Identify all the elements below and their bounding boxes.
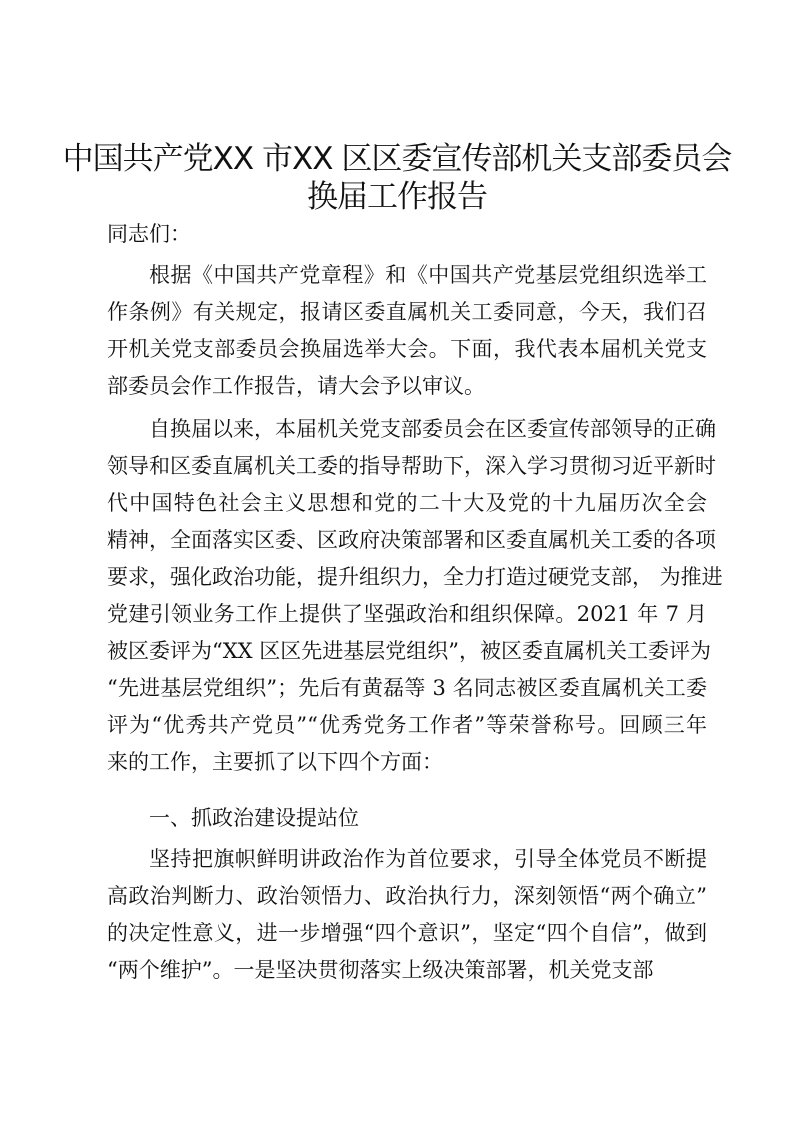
- paragraph-2-line: 被区委评为“XX 区区先进基层党组织”，被区委直属机关工委评为: [107, 639, 712, 663]
- paragraph-3-line: 坚持把旗帜鲜明讲政治作为首位要求，引导全体党员不断提: [149, 847, 707, 871]
- paragraph-1-line: 根据《中国共产党章程》和《中国共产党基层党组织选举工: [149, 263, 707, 287]
- paragraph-2-line: 来的工作，主要抓了以下四个方面：: [107, 750, 443, 774]
- document-title-line-2: 换届工作报告: [307, 179, 487, 215]
- paragraph-1-line: 开机关党支部委员会换届选举大会。下面，我代表本届机关党支: [107, 337, 707, 361]
- paragraph-1-line: 部委员会作工作报告，请大会予以审议。: [107, 374, 485, 398]
- paragraph-2-line: 领导和区委直属机关工委的指导帮助下，深入学习贯彻习近平新时: [107, 454, 716, 478]
- paragraph-3-line: “两个维护”。一是坚决贯彻落实上级决策部署，机关党支部: [107, 958, 654, 982]
- paragraph-2-line: 要求，强化政治功能，提升组织力，全力打造过硬党支部， 为推进: [107, 565, 723, 589]
- greeting: 同志们：: [107, 222, 191, 246]
- paragraph-1-line: 作条例》有关规定，报请区委直属机关工委同意，今天，我们召: [107, 300, 707, 324]
- paragraph-2-line: 自换届以来，本届机关党支部委员会在区委宣传部领导的正确: [149, 417, 716, 441]
- document-title-line-1: 中国共产党XX 市XX 区区委宣传部机关支部委员会: [62, 141, 732, 177]
- paragraph-2-line: 代中国特色社会主义思想和党的二十大及党的十九届历次全会: [107, 491, 707, 515]
- paragraph-2-line: 精神，全面落实区委、区政府决策部署和区委直属机关工委的各项: [107, 528, 716, 552]
- paragraph-3-line: 高政治判断力、政治领悟力、政治执行力，深刻领悟“两个确立”: [107, 884, 707, 908]
- paragraph-2-line: 党建引领业务工作上提供了坚强政治和组织保障。2021 年 7 月: [107, 602, 707, 626]
- paragraph-2-line: 评为“优秀共产党员”“优秀党务工作者”等荣誉称号。回顾三年: [107, 713, 707, 737]
- paragraph-2-line: “先进基层党组织”；先后有黄磊等 3 名同志被区委直属机关工委: [107, 676, 707, 700]
- paragraph-3-line: 的决定性意义，进一步增强“四个意识”，坚定“四个自信”，做到: [107, 921, 707, 945]
- section-heading-1: 一、抓政治建设提站位: [149, 806, 359, 830]
